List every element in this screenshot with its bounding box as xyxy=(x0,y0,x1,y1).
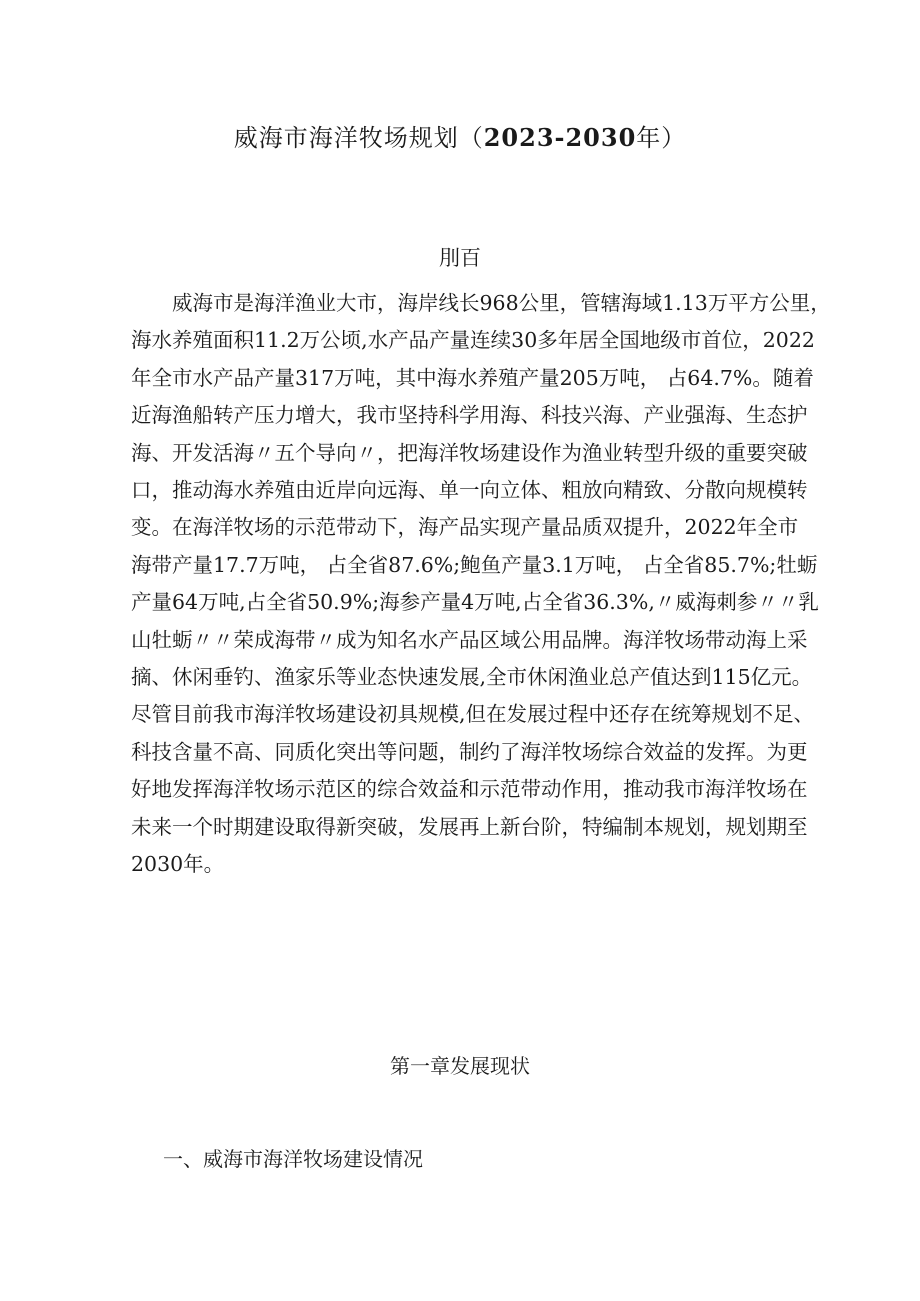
title-years: 2023-2030 xyxy=(483,123,637,152)
paragraph-line: 2030年。 xyxy=(131,852,225,877)
chapter-heading: 第一章发展现状 xyxy=(390,1054,530,1078)
paragraph-line: 尽管目前我市海洋牧场建设初具规模,但在发展过程中还存在统筹规划不足、 xyxy=(131,702,815,727)
section-heading: 一、威海市海洋牧场建设情况 xyxy=(163,1147,423,1171)
paragraph-line: 摘、休闲垂钓、渔家乐等业态快速发展,全市休闲渔业总产值达到115亿元。 xyxy=(131,665,813,690)
paragraph-line: 科技含量不高、同质化突出等问题，制约了海洋牧场综合效益的发挥。为更 xyxy=(131,739,808,764)
paragraph-line: 海、开发活海〃五个导向〃，把海洋牧场建设作为渔业转型升级的重要突破 xyxy=(131,440,808,465)
paragraph-line: 近海渔船转产压力增大，我市坚持科学用海、科技兴海、产业强海、生态护 xyxy=(131,403,808,428)
paragraph-line: 好地发挥海洋牧场示范区的综合效益和示范带动作用，推动我市海洋牧场在 xyxy=(131,777,808,802)
title-suffix: 年） xyxy=(636,124,687,152)
preface-heading: 刖百 xyxy=(439,246,481,270)
paragraph-line: 年全市水产品产量317万吨，其中海水养殖产量205万吨， 占64.7%。随着 xyxy=(131,365,814,390)
paragraph-line: 山牡蛎〃〃荣成海带〃成为知名水产品区域公用品牌。海洋牧场带动海上采 xyxy=(131,627,808,652)
paragraph-line: 口，推动海水养殖由近岸向远海、单一向立体、粗放向精致、分散向规模转 xyxy=(131,478,808,503)
paragraph-line: 威海市是海洋渔业大市，海岸线长968公里，管辖海域1.13万平方公里， xyxy=(172,291,831,315)
paragraph-line: 海带产量17.7万吨， 占全省87.6%;鲍鱼产量3.1万吨， 占全省85.7%;牡蛎 xyxy=(131,552,818,577)
paragraph-line: 变。在海洋牧场的示范带动下，海产品实现产量品质双提升，2022年全市 xyxy=(131,515,799,540)
paragraph-line: 产量64万吨,占全省50.9%;海参产量4万吨,占全省36.3%,〃威海刺参〃〃乳 xyxy=(131,590,819,615)
title-prefix: 威海市海洋牧场规划（ xyxy=(233,124,484,152)
paragraph-line: 未来一个时期建设取得新突破，发展再上新台阶，特编制本规划，规划期至 xyxy=(131,814,808,839)
preface-paragraph xyxy=(131,285,831,884)
paragraph-line: 海水养殖面积11.2万公顷,水产品产量连续30多年居全国地级市首位，2022 xyxy=(131,328,815,353)
document-title xyxy=(0,118,920,153)
